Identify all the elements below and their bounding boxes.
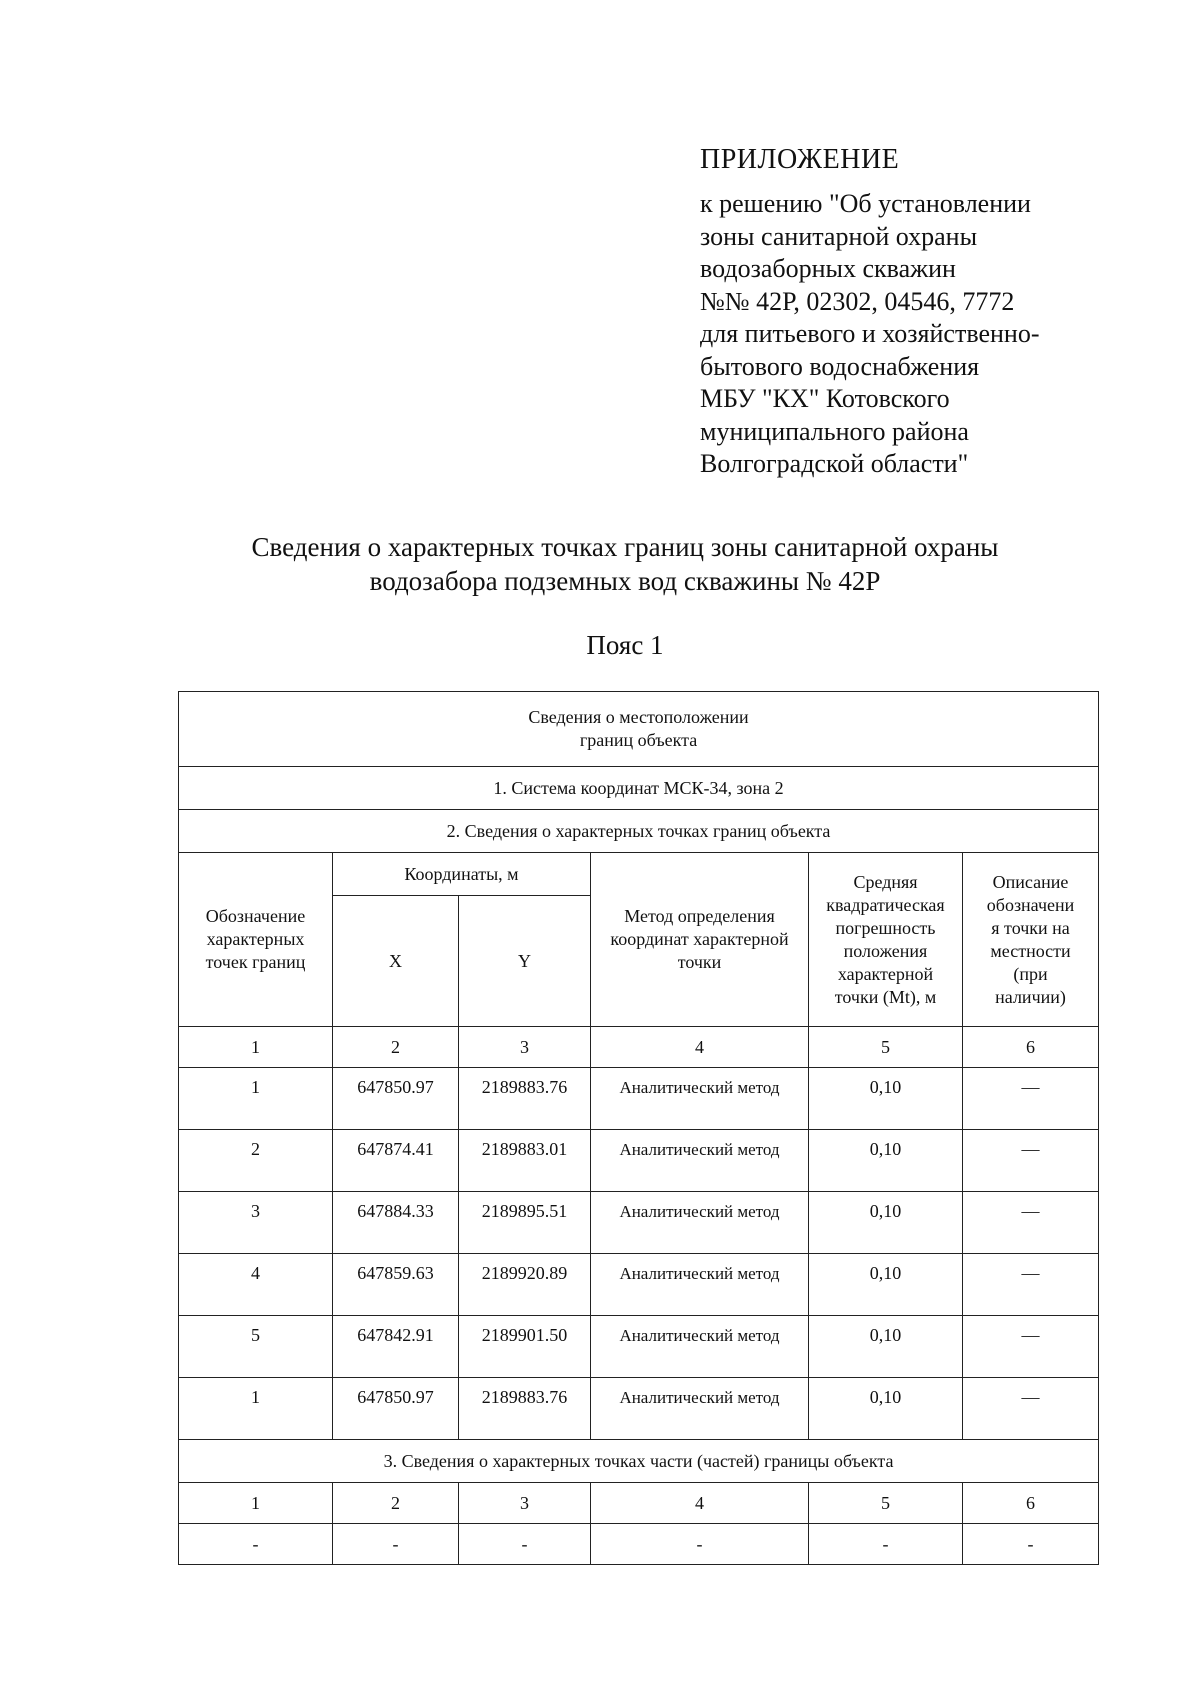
x-value: 647884.33 <box>333 1192 459 1254</box>
appendix-title: ПРИЛОЖЕНИЕ <box>700 144 900 175</box>
section2-row <box>179 810 1099 853</box>
column-number: 4 <box>591 1027 809 1068</box>
description-value: — <box>963 1192 1099 1254</box>
coordinates-table <box>178 691 1099 1565</box>
point-id: 1 <box>179 1068 333 1130</box>
section3-row <box>179 1440 1099 1483</box>
description-value: — <box>963 1254 1099 1316</box>
empty-value: - <box>591 1524 809 1565</box>
point-id: 3 <box>179 1192 333 1254</box>
table-section-header-row <box>179 692 1099 767</box>
error-value: 0,10 <box>809 1068 963 1130</box>
error-value: 0,10 <box>809 1130 963 1192</box>
description-value: — <box>963 1316 1099 1378</box>
column-number-row <box>179 1027 1099 1068</box>
method-value: Аналитический метод <box>591 1130 809 1192</box>
appendix-block <box>700 140 1120 481</box>
error-value: 0,10 <box>809 1254 963 1316</box>
header-method: Метод определения координат характерной точки <box>591 853 809 1027</box>
appendix-line: к решению "Об установлении <box>700 189 1031 218</box>
y-value: 2189883.76 <box>459 1378 591 1440</box>
document-title-line: водозабора подземных вод скважины № 42Р <box>369 566 881 596</box>
column-number: 5 <box>809 1483 963 1524</box>
table-row <box>179 1254 1099 1316</box>
table-row <box>179 1068 1099 1130</box>
description-value: — <box>963 1068 1099 1130</box>
section2-cell: 2. Сведения о характерных точках границ объекта <box>179 810 1099 853</box>
x-value: 647842.91 <box>333 1316 459 1378</box>
table-row <box>179 1192 1099 1254</box>
column-number: 1 <box>179 1027 333 1068</box>
y-value: 2189895.51 <box>459 1192 591 1254</box>
x-value: 647850.97 <box>333 1378 459 1440</box>
header-y: Y <box>459 896 591 1027</box>
method-value: Аналитический метод <box>591 1378 809 1440</box>
header-x: X <box>333 896 459 1027</box>
coord-system-cell: 1. Система координат МСК-34, зона 2 <box>179 767 1099 810</box>
empty-value: - <box>809 1524 963 1565</box>
belt-heading: Пояс 1 <box>586 630 664 660</box>
method-value: Аналитический метод <box>591 1254 809 1316</box>
y-value: 2189883.76 <box>459 1068 591 1130</box>
y-value: 2189901.50 <box>459 1316 591 1378</box>
description-value: — <box>963 1130 1099 1192</box>
method-value: Аналитический метод <box>591 1068 809 1130</box>
column-number: 6 <box>963 1483 1099 1524</box>
column-number: 4 <box>591 1483 809 1524</box>
x-value: 647859.63 <box>333 1254 459 1316</box>
error-value: 0,10 <box>809 1192 963 1254</box>
appendix-line: МБУ "КХ" Котовского <box>700 384 950 413</box>
column-number: 3 <box>459 1483 591 1524</box>
error-value: 0,10 <box>809 1378 963 1440</box>
document-title-line: Сведения о характерных точках границ зоны санитарной охраны <box>251 532 999 562</box>
appendix-line: №№ 42Р, 02302, 04546, 7772 <box>700 286 1015 316</box>
table-row <box>179 1316 1099 1378</box>
point-id: 1 <box>179 1378 333 1440</box>
appendix-line: бытового водоснабжения <box>700 351 980 381</box>
column-header-row <box>179 853 1099 896</box>
appendix-line: Волгоградской области" <box>700 449 969 478</box>
appendix-text <box>700 188 1120 481</box>
empty-value: - <box>459 1524 591 1565</box>
column-number: 3 <box>459 1027 591 1068</box>
y-value: 2189883.01 <box>459 1130 591 1192</box>
method-value: Аналитический метод <box>591 1316 809 1378</box>
column-number: 2 <box>333 1483 459 1524</box>
section3-cell: 3. Сведения о характерных точках части (частей) границы объекта <box>179 1440 1099 1483</box>
empty-value: - <box>179 1524 333 1565</box>
column-number: 2 <box>333 1027 459 1068</box>
location-section-header: Сведения о местоположении границ объекта <box>179 692 1099 767</box>
column-number: 1 <box>179 1483 333 1524</box>
description-value: — <box>963 1378 1099 1440</box>
error-value: 0,10 <box>809 1316 963 1378</box>
coord-system-row <box>179 767 1099 810</box>
column-number: 6 <box>963 1027 1099 1068</box>
x-value: 647874.41 <box>333 1130 459 1192</box>
header-description: Описание обозначени я точки на местности (при наличии) <box>963 853 1099 1027</box>
section3-value-row <box>179 1524 1099 1565</box>
document-title <box>120 530 1130 598</box>
column-number: 5 <box>809 1027 963 1068</box>
table-row <box>179 1378 1099 1440</box>
empty-value: - <box>333 1524 459 1565</box>
y-value: 2189920.89 <box>459 1254 591 1316</box>
header-designation: Обозначение характерных точек границ <box>179 853 333 1027</box>
appendix-line: муниципального района <box>700 416 969 446</box>
section3-number-row <box>179 1483 1099 1524</box>
appendix-line: для питьевого и хозяйственно- <box>700 319 1040 348</box>
appendix-line: зоны санитарной охраны <box>700 221 978 251</box>
appendix-line: водозаборных скважин <box>700 254 956 283</box>
point-id: 5 <box>179 1316 333 1378</box>
method-value: Аналитический метод <box>591 1192 809 1254</box>
point-id: 2 <box>179 1130 333 1192</box>
x-value: 647850.97 <box>333 1068 459 1130</box>
table-row <box>179 1130 1099 1192</box>
empty-value: - <box>963 1524 1099 1565</box>
header-coordinates: Координаты, м <box>333 853 591 896</box>
point-id: 4 <box>179 1254 333 1316</box>
header-error: Средняя квадратическая погрешность положения характерной точки (Mt), м <box>809 853 963 1027</box>
